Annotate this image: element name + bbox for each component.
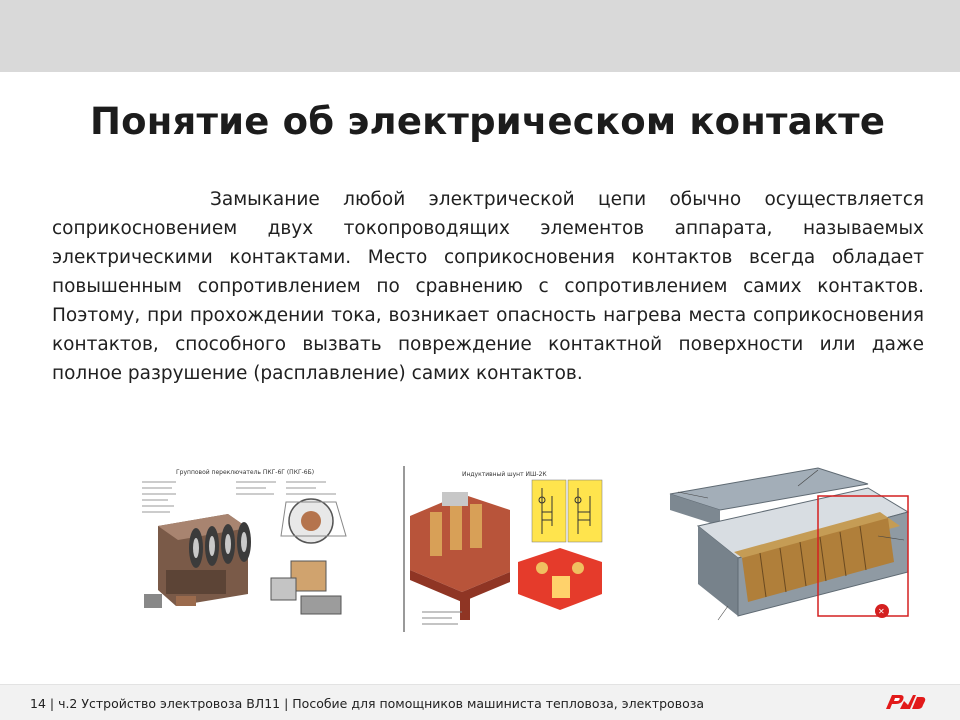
page-title: Понятие об электрическом контакте [90, 100, 886, 143]
footer-bar [0, 684, 960, 720]
rzd-logo [880, 689, 928, 715]
page-number: 14 [30, 696, 46, 711]
figure-battery-box [668, 466, 915, 623]
figure-group-switch [136, 466, 351, 624]
body-paragraph: Замыкание любой электрической цепи обычно осуществляется соприкосновением двух токопроводящих элементов аппарата, называемых электрическими контактами. Место соприкосновения контактов всегда обладает повышенным сопротивлением по сравнению с сопротивлением самих контактов. Поэтому, при прохождении тока, возникает опасность нагрева места соприкосновения контактов, способного вызвать повреждение контактной поверхности или даже полное разрушение (расплавление) самих контактов. [52, 189, 924, 384]
figure-caption: Групповой переключатель ПКГ-6Г (ПКГ-6Б) [176, 469, 315, 476]
footer-caption: ч.2 Устройство электровоза ВЛ11 | Пособие для помощников машиниста тепловоза, электровоза [58, 696, 705, 711]
figure-inductive-shunt [402, 466, 616, 632]
header-band [0, 0, 960, 72]
figure-caption: Индуктивный шунт ИШ-2К [462, 471, 547, 478]
footer-separator: | [49, 696, 59, 711]
footer-text [30, 696, 704, 711]
svg-text:✕: ✕ [878, 607, 885, 616]
